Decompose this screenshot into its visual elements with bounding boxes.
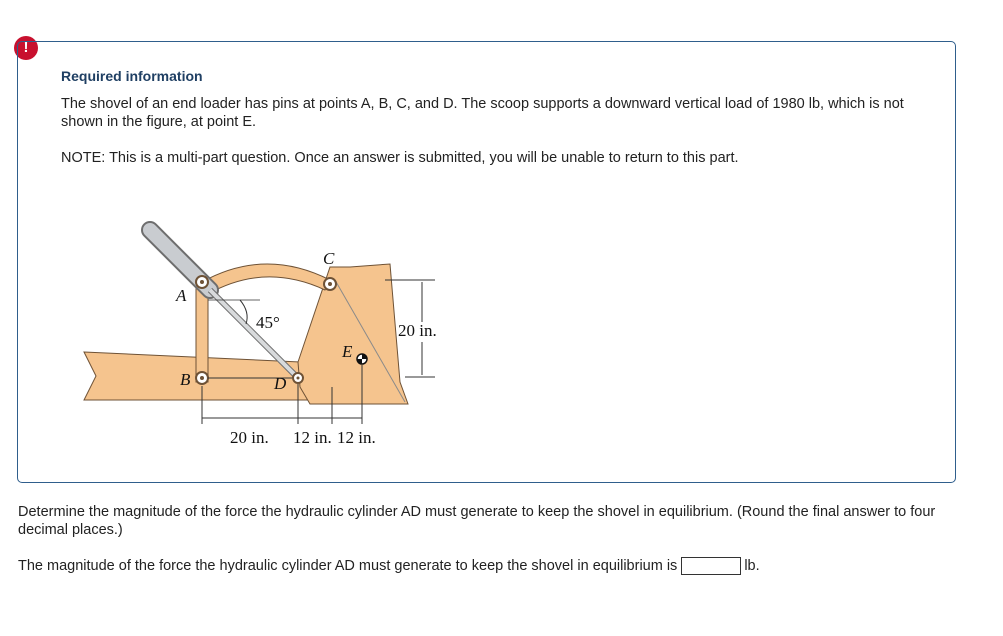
question-prompt: Determine the magnitude of the force the hydraulic cylinder AD must generate to keep the shovel in equilibrium. (Round the final answer to four decimal places.) [18, 504, 936, 538]
link-ac [202, 264, 330, 294]
info-note: NOTE: This is a multi-part question. Once an answer is submitted, you will be unable to return to this part. [61, 150, 739, 166]
label-d: D [274, 374, 287, 393]
label-e: E [342, 342, 353, 361]
label-c: C [323, 249, 335, 268]
angle-label: 45° [256, 313, 280, 332]
alert-icon: ! [14, 36, 38, 60]
dim-1-label: 20 in. [230, 428, 269, 447]
answer-label: The magnitude of the force the hydraulic cylinder AD must generate to keep the shovel in equilibrium is [18, 558, 678, 574]
label-a: A [176, 286, 187, 305]
dim-3-label: 12 in. [337, 428, 376, 447]
end-loader-figure [60, 172, 460, 462]
answer-unit: lb. [744, 558, 760, 574]
answer-line [18, 557, 760, 575]
label-b: B [180, 370, 191, 389]
info-title: Required information [61, 68, 203, 84]
info-body: The shovel of an end loader has pins at points A, B, C, and D. The scoop supports a downward vertical load of 1980 lb, which is not shown in the figure, at point E. [61, 96, 904, 130]
answer-input[interactable] [681, 557, 741, 575]
dim-height-label: 20 in. [398, 321, 437, 340]
dim-2-label: 12 in. [293, 428, 332, 447]
